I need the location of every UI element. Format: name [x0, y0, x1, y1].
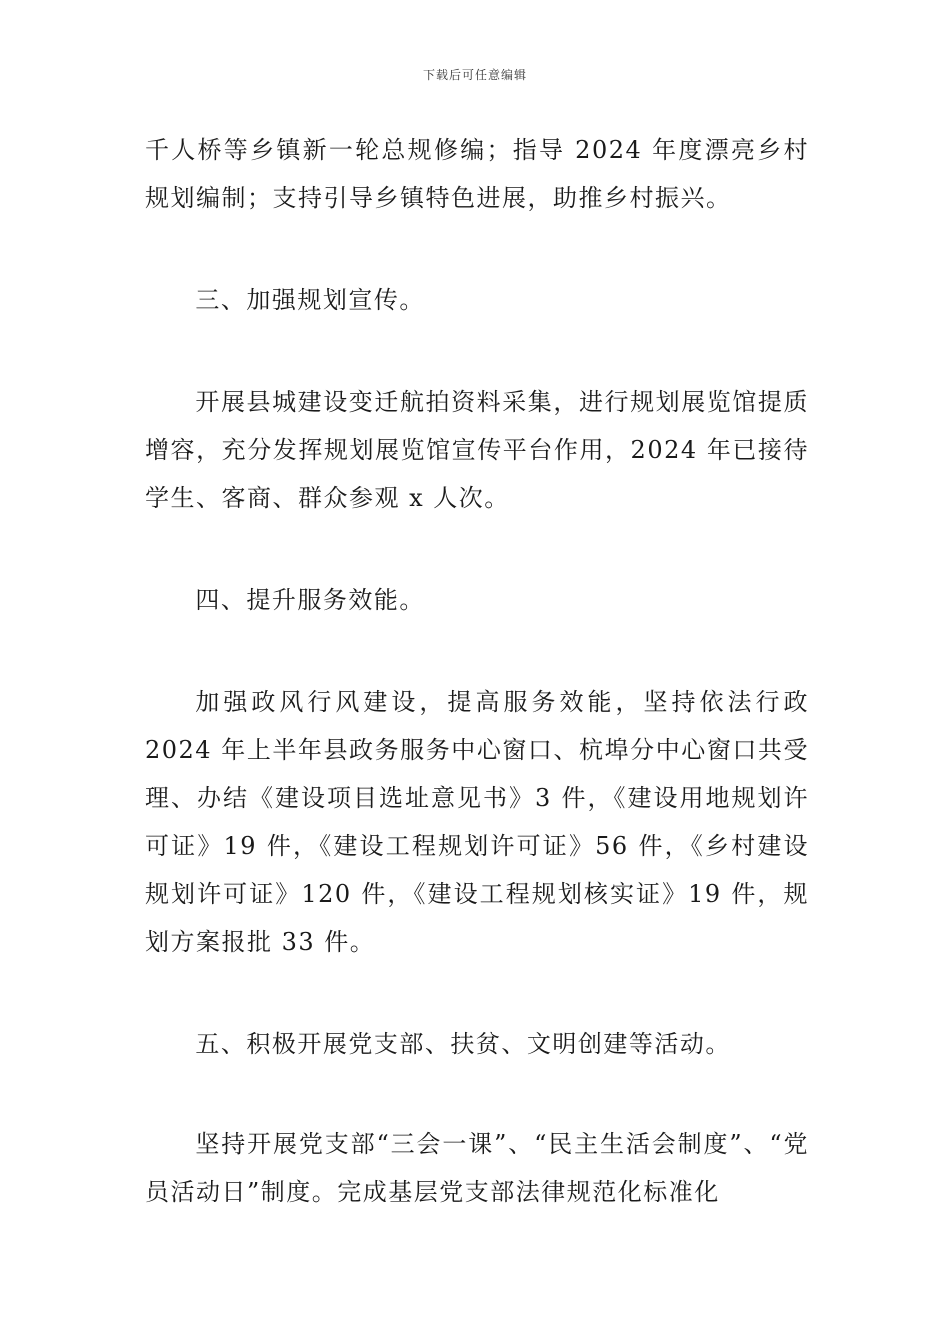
section-heading-3: 三、加强规划宣传。	[195, 286, 425, 314]
paragraph-continuation: 千人桥等乡镇新一轮总规修编；指导 2024 年度漂亮乡村规划编制；支持引导乡镇特色进展，助推乡村振兴。	[145, 136, 809, 212]
document-body	[145, 126, 809, 1216]
page-header: 下载后可任意编辑	[422, 68, 527, 82]
paragraph-party-activities: 坚持开展党支部“三会一课”、“民主生活会制度”、“党员活动日”制度。完成基层党支部法律规范化标准化	[145, 1130, 809, 1206]
paragraph-service: 加强政风行风建设，提高服务效能，坚持依法行政2024 年上半年县政务服务中心窗口、杭埠分中心窗口共受理、办结《建设项目选址意见书》3 件，《建设用地规划许可证》19 件，《建设工程规划许可证》56 件，《乡村建设规划许可证》120 件，《建设工程规划核实证》19 件，规划方案报批 33 件。	[145, 688, 809, 956]
section-heading-5: 五、积极开展党支部、扶贫、文明创建等活动。	[195, 1030, 731, 1058]
section-heading-4: 四、提升服务效能。	[195, 586, 425, 614]
paragraph-publicity: 开展县城建设变迁航拍资料采集，进行规划展览馆提质增容，充分发挥规划展览馆宣传平台作用，2024 年已接待学生、客商、群众参观 x 人次。	[145, 388, 809, 512]
